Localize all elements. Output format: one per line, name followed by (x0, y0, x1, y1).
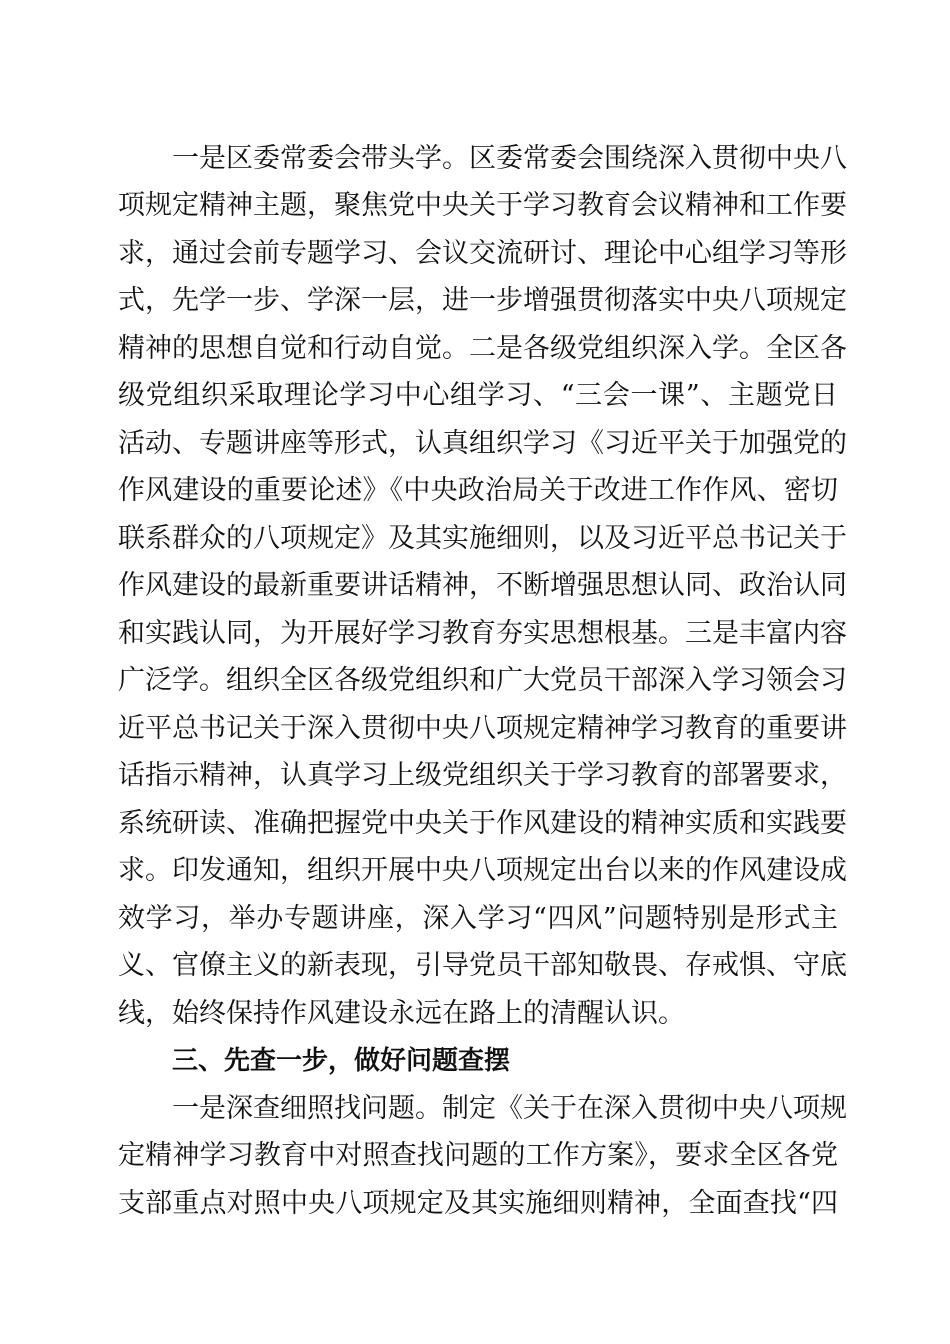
paragraph-1-line-2: 项规定精神主题，聚焦党中央关于学习教育会议精神和工作要 (118, 190, 847, 221)
paragraph-1-line-9: 联系群众的八项规定》及其实施细则，以及习近平总书记关于 (118, 523, 847, 554)
paragraph-1-line-12: 广泛学。组织全区各级党组织和广大党员干部深入学习领会习 (118, 665, 847, 696)
paragraph-1-line-13: 近平总书记关于深入贯彻中央八项规定精神学习教育的重要讲 (118, 713, 847, 744)
paragraph-1-line-8: 作风建设的重要论述》《中央政治局关于改进工作作风、密切 (118, 475, 838, 506)
paragraph-1-line-7: 活动、专题讲座等形式，认真组织学习《习近平关于加强党的 (118, 428, 847, 459)
paragraph-1-line-16: 求。印发通知，组织开展中央八项规定出台以来的作风建设成 (118, 855, 847, 886)
paragraph-2-line-2: 定精神学习教育中对照查找问题的工作方案》，要求全区各党 (118, 1140, 838, 1171)
paragraph-2-line-1: 一是深查细照找问题。制定《关于在深入贯彻中央八项规 (172, 1093, 847, 1124)
paragraph-1-line-4: 式，先学一步、学深一层，进一步增强贯彻落实中央八项规定 (118, 285, 847, 316)
paragraph-2-line-3: 支部重点对照中央八项规定及其实施细则精神，全面查找“四 (118, 1188, 838, 1219)
paragraph-1-line-11: 和实践认同，为开展好学习教育夯实思想根基。三是丰富内容 (118, 618, 847, 649)
section-heading: 三、先查一步，做好问题查摆 (172, 1046, 511, 1076)
paragraph-1-line-18: 义、官僚主义的新表现，引导党员干部知敬畏、存戒惧、守底 (118, 950, 847, 981)
paragraph-1-line-17: 效学习，举办专题讲座，深入学习“四风”问题特别是形式主 (118, 903, 838, 934)
paragraph-1-line-10: 作风建设的最新重要讲话精神，不断增强思想认同、政治认同 (118, 570, 847, 601)
paragraph-1-line-3: 求，通过会前专题学习、会议交流研讨、理论中心组学习等形 (118, 238, 847, 269)
paragraph-1-line-5: 精神的思想自觉和行动自觉。二是各级党组织深入学。全区各 (118, 333, 847, 364)
paragraph-1-line-19: 线，始终保持作风建设永远在路上的清醒认识。 (118, 998, 685, 1029)
paragraph-1-line-1: 一是区委常委会带头学。区委常委会围绕深入贯彻中央八 (172, 143, 847, 174)
paragraph-1-line-15: 系统研读、准确把握党中央关于作风建设的精神实质和实践要 (118, 808, 847, 839)
paragraph-1-line-14: 话指示精神，认真学习上级党组织关于学习教育的部署要求， (118, 760, 847, 791)
paragraph-1-line-6: 级党组织采取理论学习中心组学习、“三会一课”、主题党日 (118, 380, 838, 411)
